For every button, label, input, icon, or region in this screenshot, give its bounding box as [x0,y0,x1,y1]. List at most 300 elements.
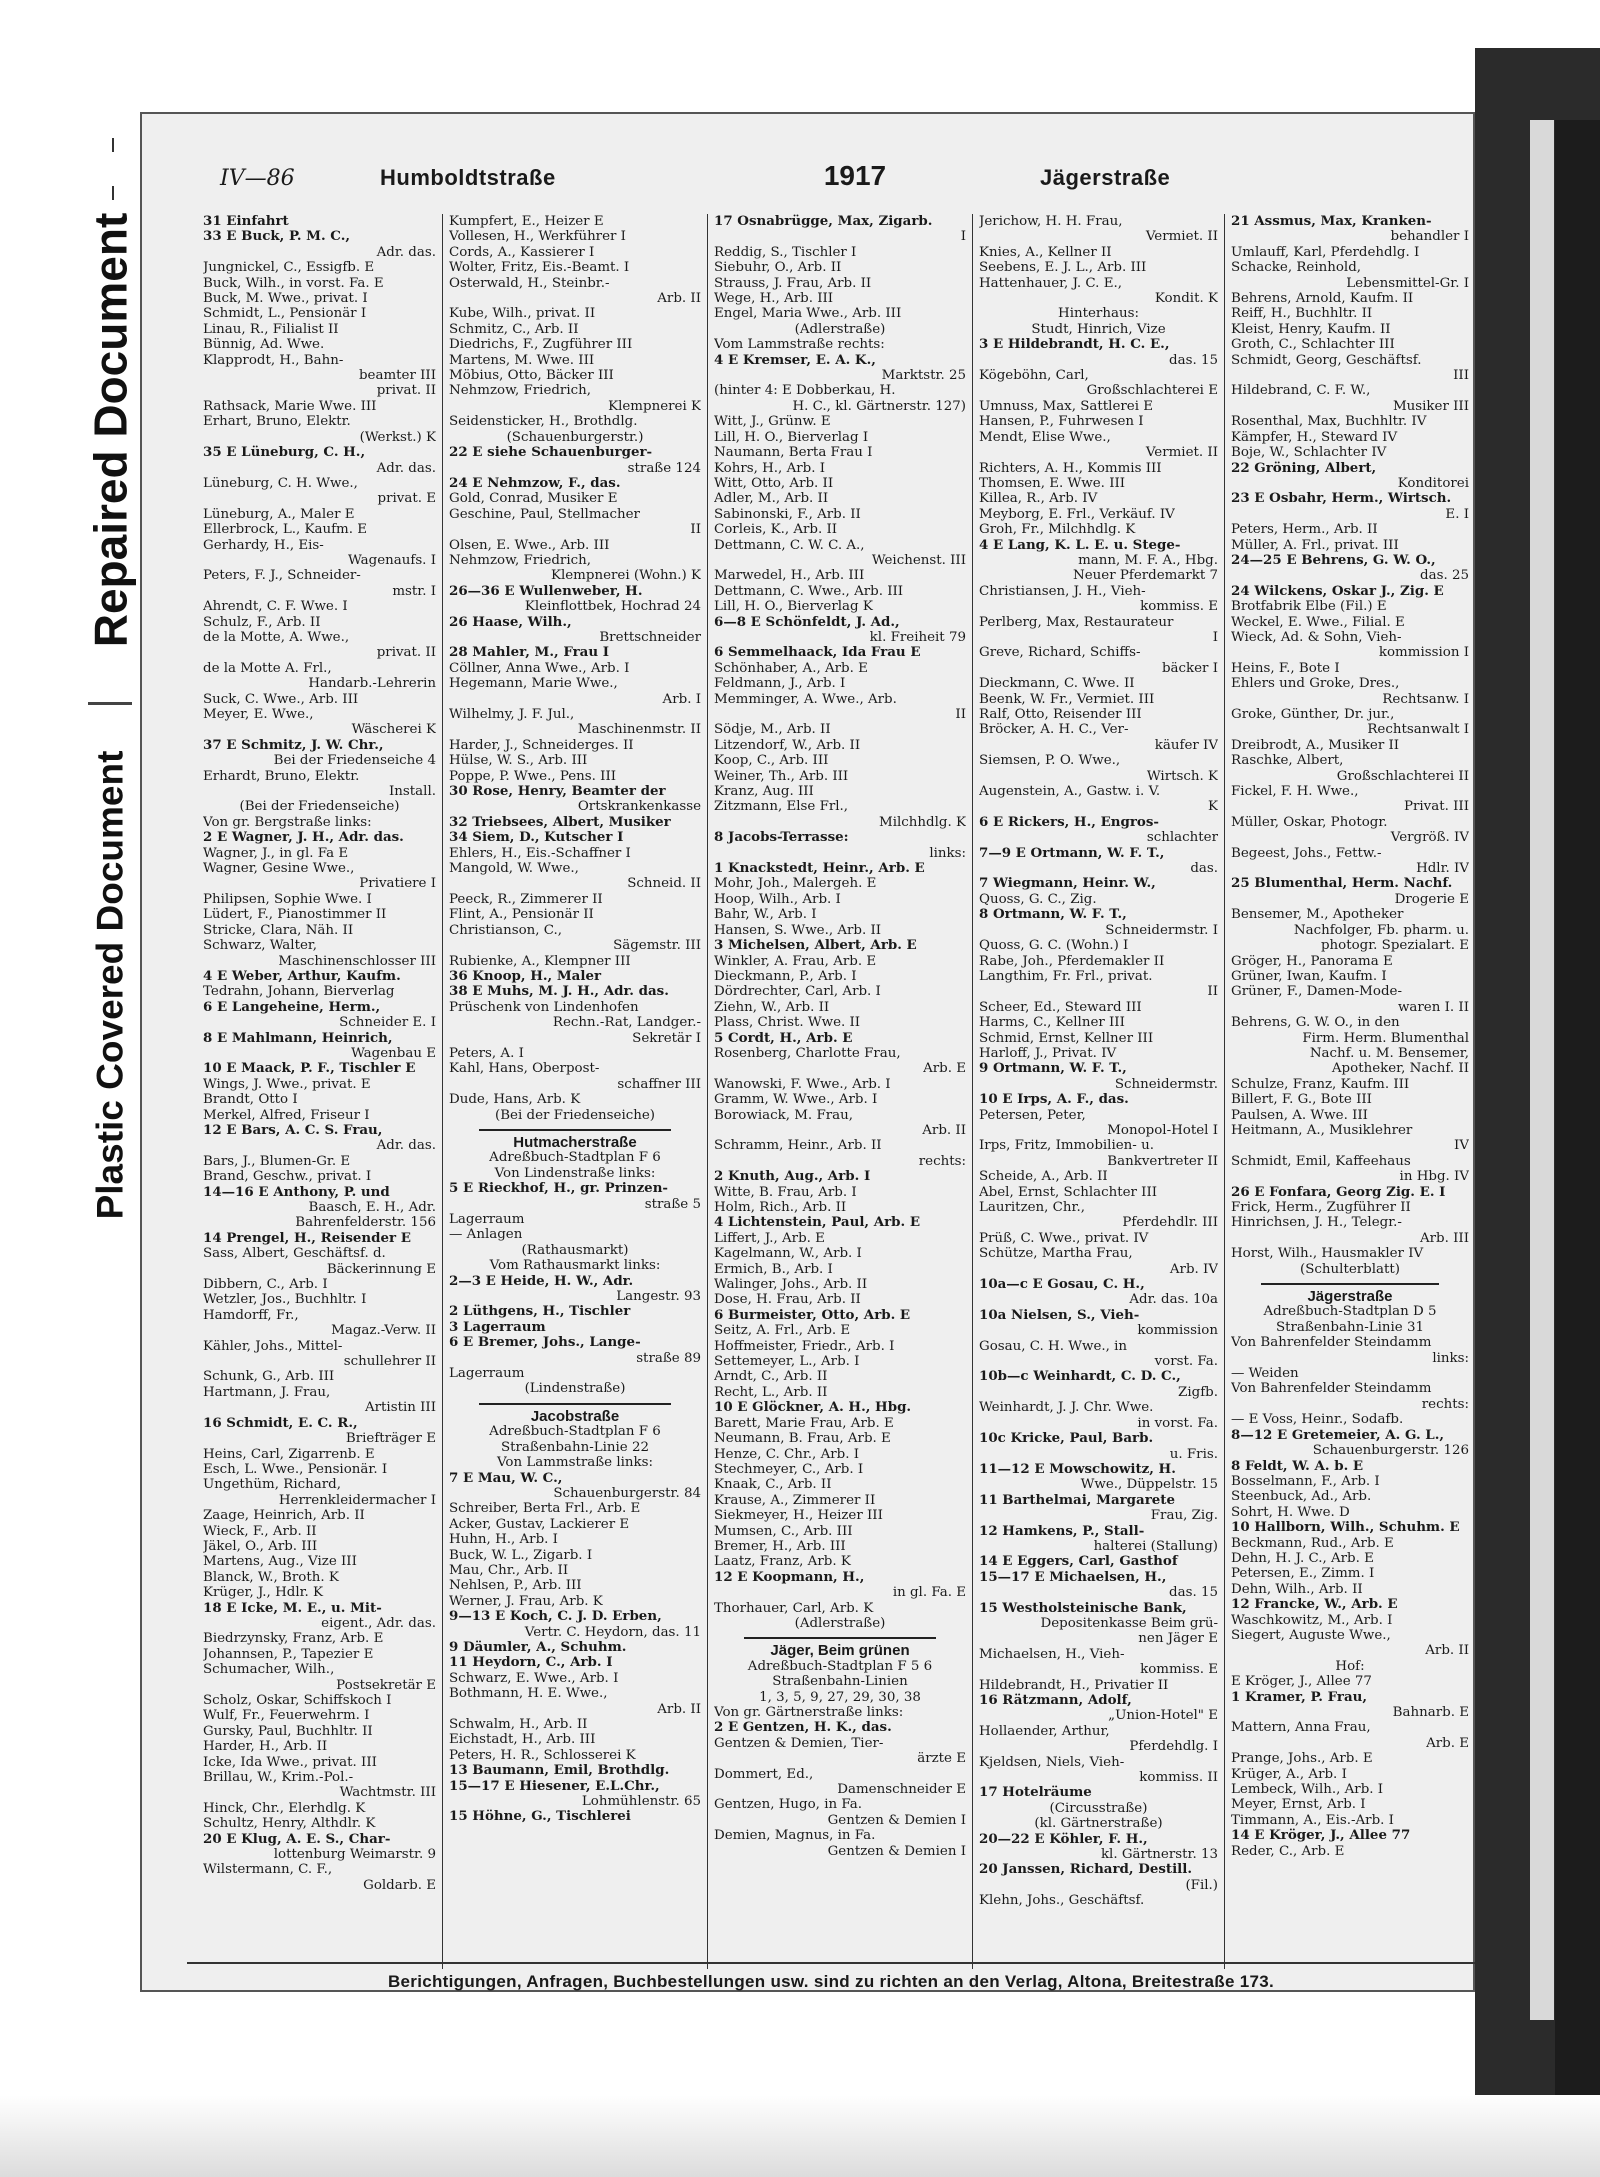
directory-continuation: kommiss. E [1140,599,1218,615]
directory-entry: Prüschenk von Lindenhofen [449,999,639,1015]
directory-entry: 10b—c Weinhardt, C. D. C., [979,1369,1181,1385]
directory-entry: Hansen, P., Fuhrwesen I [979,414,1144,430]
directory-note: (Rathausmarkt) [521,1242,629,1258]
directory-note: 1, 3, 5, 9, 27, 29, 30, 38 [759,1689,921,1705]
directory-entry: Nehmzow, Friedrich, [449,383,591,399]
street-section-title: Hutmacherstraße [513,1133,637,1151]
directory-entry: Mangold, W. Wwe., [449,861,579,877]
directory-entry: Kögeböhn, Carl, [979,368,1089,384]
directory-entry: Diedrichs, F., Zugführer III [449,337,633,353]
directory-entry: Schmidt, Emil, Kaffeehaus [1231,1153,1411,1169]
directory-entry: Osterwald, H., Steinbr.- [449,275,610,291]
directory-entry: Hoop, Wilh., Arb. I [714,891,841,907]
directory-continuation: Vertr. C. Heydorn, das. 11 [524,1624,701,1640]
directory-entry: Krause, A., Zimmerer II [714,1492,876,1508]
directory-entry: Schulze, Franz, Kaufm. III [1231,1076,1410,1092]
directory-entry: Peters, Herm., Arb. II [1231,522,1378,538]
directory-note: Von Lammstraße links: [496,1455,654,1471]
directory-entry: Ehlers, H., Eis.-Schaffner I [449,845,631,861]
directory-entry: Heins, F., Bote I [1231,660,1340,676]
directory-entry: Gentzen & Demien, Tier- [714,1735,884,1751]
directory-entry: Gentzen, Hugo, in Fa. [714,1797,862,1813]
directory-entry: 24 E Nehmzow, F., das. [449,475,621,491]
directory-entry: 8 Jacobs-Terrasse: [714,830,849,846]
directory-continuation: Klempnerei K [608,398,701,414]
directory-entry: Dude, Hans, Arb. K [449,1092,581,1108]
directory-entry: 14 Prengel, H., Reisender E [203,1230,411,1246]
page-header [220,160,1370,194]
directory-columns [197,214,1475,1969]
directory-entry: Kohrs, H., Arb. I [714,460,826,476]
directory-entry: Bars, J., Blumen-Gr. E [203,1153,351,1169]
directory-entry: Von Bahrenfelder Steindamm [1231,1381,1432,1397]
directory-entry: Perlberg, Max, Restaurateur [979,614,1174,630]
directory-continuation: Wagenaufs. I [348,552,436,568]
directory-entry: 8 Ortmann, W. F. T., [979,907,1127,923]
directory-entry: Boje, W., Schlachter IV [1231,445,1387,461]
directory-entry: Bröcker, A. H. C., Ver- [979,722,1129,738]
directory-continuation: Maschinenmstr. II [577,722,701,738]
directory-entry: 9—13 E Koch, C. J. D. Erben, [449,1609,662,1625]
directory-continuation: kl. Gärtnerstr. 13 [1100,1847,1218,1863]
directory-note: (kl. Gärtnerstraße) [1034,1816,1163,1832]
directory-note: (Circusstraße) [1049,1800,1148,1816]
directory-entry: — Anlagen [449,1227,523,1243]
publisher-footer: Berichtigungen, Anfragen, Buchbestellungen usw. sind zu richten an den Verlag, Altona, Breitestraße 173. [387,1972,1275,1991]
directory-continuation: Privatiere I [359,876,436,892]
directory-entry: Wolter, Fritz, Eis.-Beamt. I [449,260,630,276]
directory-entry: Jerichow, H. H. Frau, [979,214,1123,229]
directory-continuation: Arb. II [657,291,701,307]
directory-continuation: Privat. III [1403,799,1469,815]
directory-entry: Buck, W. L., Zigarb. I [449,1547,593,1563]
directory-entry: 22 E siehe Schauenburger- [449,445,653,461]
directory-entry: 14—16 E Anthony, P. und [203,1184,390,1200]
directory-entry: Vom Lammstraße rechts: [714,337,885,353]
directory-entry: Hülse, W. S., Arb. III [449,753,588,769]
directory-entry: 5 E Rieckhof, H., gr. Prinzen- [449,1181,668,1197]
directory-entry: Meyborg, E. Frl., Verkäuf. IV [979,506,1175,522]
directory-entry: 18 E Icke, M. E., u. Mit- [203,1600,382,1616]
directory-note: Adreßbuch-Stadtplan F 6 [489,1424,661,1440]
directory-entry: 4 E Lang, K. L. E. u. Stege- [979,537,1181,553]
directory-entry: Gröger, H., Panorama E [1231,953,1393,969]
directory-entry: Mattern, Anna Frau, [1231,1720,1371,1736]
directory-entry: Sabinonski, F., Arb. II [714,506,861,522]
scan-shadow-far-right [1555,120,1600,2177]
directory-entry: Icke, Ida Wwe., privat. III [203,1754,377,1770]
directory-entry: Petersen, Peter, [979,1107,1086,1123]
directory-note: Von Lindenstraße links: [494,1165,656,1181]
directory-entry: Esch, L. Wwe., Pensionär. I [203,1461,388,1477]
directory-entry: Hamdorff, Fr., [203,1307,299,1323]
directory-entry: Barett, Marie Frau, Arb. E [714,1415,894,1431]
directory-entry: Nehmzow, Friedrich, [449,552,591,568]
directory-continuation: u. Fris. [1169,1446,1218,1462]
directory-continuation: Bäckerinnung E [326,1261,436,1277]
margin-tick [112,138,114,152]
directory-continuation: in vorst. Fa. [1137,1415,1218,1431]
directory-continuation: Pferdehdlg. I [1129,1739,1218,1755]
directory-entry: Heins, Carl, Zigarrenb. E [203,1446,375,1462]
directory-entry: 10a Nielsen, S., Vieh- [979,1307,1140,1323]
directory-entry: 5 Cordt, H., Arb. E [714,1030,853,1046]
directory-entry: 24 Wilckens, Oskar J., Zig. E [1231,583,1444,599]
directory-entry: Borowiack, M. Frau, [714,1107,853,1123]
directory-entry: — Weiden [1231,1366,1299,1382]
directory-continuation: Wirtsch. K [1146,768,1218,784]
directory-entry: Von gr. Bergstraße links: [203,814,372,830]
directory-continuation: Zigfb. [1178,1384,1218,1400]
directory-entry: Peters, A. I [449,1045,524,1061]
directory-entry: Bünnig, Ad. Wwe. [203,337,325,353]
directory-entry: 15—17 E Hiesener, E.L.Chr., [449,1778,660,1794]
directory-continuation: Hdlr. IV [1416,861,1469,877]
directory-entry: Quoss, G. C. (Wohn.) I [979,938,1129,954]
directory-continuation: Monopol-Hotel I [1107,1122,1218,1138]
directory-entry: 6—8 E Schönfeldt, J. Ad., [714,614,900,630]
directory-continuation: Maschinenschlosser III [278,953,436,969]
directory-entry: 8—12 E Gretemeier, A. G. L., [1231,1427,1445,1443]
directory-entry: Settemeyer, L., Arb. I [714,1354,860,1370]
directory-entry: 13 Baumann, Emil, Brothdlg. [449,1763,670,1779]
directory-continuation: kommiss. E [1140,1662,1218,1678]
directory-entry: Weiner, Th., Arb. III [714,768,849,784]
directory-entry: Brand, Geschw., privat. I [203,1169,372,1185]
directory-continuation: kommission [1137,1323,1218,1339]
directory-entry: Nehlsen, P., Arb. III [449,1578,582,1594]
directory-note: Hinterhaus: [1058,306,1139,322]
directory-entry: Raschke, Albert, [1231,753,1344,769]
directory-entry: Schacke, Reinhold, [1231,260,1362,276]
directory-entry: Reddig, S., Tischler I [714,244,857,260]
directory-continuation: Nachf. u. M. Bensemer, [1309,1045,1469,1061]
directory-entry: Eichstadt, H., Arb. III [449,1732,596,1748]
directory-continuation: das. 15 [1169,1585,1218,1601]
directory-entry: 12 E Koopmann, H., [714,1569,865,1585]
directory-entry: Tedrahn, Johann, Bierverlag [203,984,395,1000]
directory-entry: Rubienke, A., Klempner III [449,953,631,969]
directory-entry: 9 Däumler, A., Schuhm. [449,1639,627,1655]
directory-continuation: Ortskrankenkasse [577,799,701,815]
directory-entry: 4 E Kremser, E. A. K., [714,352,876,368]
directory-continuation: II [690,522,701,538]
directory-note: (Schauenburgerstr.) [506,429,644,445]
directory-continuation: käufer IV [1154,737,1218,753]
directory-entry: 16 Schmidt, E. C. R., [203,1415,358,1431]
directory-entry: Witt, J., Grünw. E [714,414,831,430]
directory-entry: Hoffmeister, Friedr., Arb. I [714,1338,895,1354]
directory-entry: Siemsen, P. O. Wwe., [979,753,1121,769]
directory-continuation: schaffner III [617,1076,701,1092]
directory-entry: Schönhaber, A., Arb. E [714,660,868,676]
directory-entry: Begeest, Johs., Fettw.- [1231,845,1382,861]
directory-continuation: Goldarb. E [363,1877,436,1893]
header-right-street: Jägerstraße [1040,165,1171,190]
directory-continuation: Vergröß. IV [1390,830,1469,846]
directory-entry: 8 Feldt, W. A. b. E [1231,1458,1364,1474]
directory-entry: Hegemann, Marie Wwe., [449,676,618,692]
directory-continuation: Rechtsanwalt I [1367,722,1469,738]
directory-entry: Wagner, Gesine Wwe., [203,861,355,877]
directory-entry: Meyer, E. Wwe., [203,707,314,722]
directory-entry: Lauritzen, Chr., [979,1200,1085,1215]
directory-entry: 26 E Fonfara, Georg Zig. E. I [1231,1184,1446,1200]
directory-continuation: Handarb.-Lehrerin [308,676,436,692]
directory-entry: Dördrechter, Carl, Arb. I [714,984,881,1000]
directory-entry: Schultz, Henry, Althdlr. K [203,1816,376,1832]
directory-entry: Scheide, A., Arb. II [979,1169,1108,1185]
directory-entry: Weinhardt, J. J. Chr. Wwe. [979,1400,1154,1416]
directory-entry: Lüdert, F., Pianostimmer II [203,907,387,923]
directory-entry: Müller, Oskar, Photogr. [1231,814,1388,830]
directory-entry: Wulf, Fr., Feuerwehrm. I [203,1708,370,1724]
directory-entry: Bothmann, H. E. Wwe., [449,1686,608,1702]
directory-entry: Wilstermann, C. F., [203,1862,333,1878]
directory-continuation: Bahnarb. E [1392,1705,1469,1720]
directory-continuation: Damenschneider E [837,1782,966,1798]
header-left-street: Humboldtstraße [380,165,556,190]
directory-entry: Billert, F. G., Bote III [1231,1092,1372,1108]
directory-entry: Schwarz, E. Wwe., Arb. I [449,1670,619,1686]
directory-entry: 12 E Bars, A. C. S. Frau, [203,1122,383,1138]
directory-entry: Sohrt, H. Wwe. D [1231,1504,1350,1520]
directory-entry: Mendt, Elise Wwe., [979,429,1111,445]
directory-note: Adreßbuch-Stadtplan D 5 [1263,1304,1437,1320]
directory-continuation: III [1453,368,1469,384]
directory-continuation: privat. II [376,383,436,399]
directory-entry: Thorhauer, Carl, Arb. K [714,1600,874,1616]
directory-continuation: Arb. E [1426,1735,1469,1751]
directory-continuation: (Werkst.) K [359,429,436,445]
directory-continuation: I [960,229,966,245]
directory-entry: Ziehn, W., Arb. II [714,999,830,1015]
directory-continuation: bäcker I [1161,660,1218,676]
directory-column-4 [972,214,1224,1969]
directory-entry: Seebens, E. J. L., Arb. III [979,260,1147,276]
directory-continuation: Vermiet. II [1145,445,1218,461]
directory-continuation: Kondit. K [1154,291,1218,307]
directory-note: (Adlerstraße) [794,321,886,337]
directory-entry: Philipsen, Sophie Wwe. I [203,891,372,907]
directory-entry: Wilhelmy, J. F. Jul., [449,707,575,722]
directory-continuation: Wagenbau E [351,1045,436,1061]
directory-entry: Lüneburg, C. H. Wwe., [203,475,358,491]
directory-continuation: Drogerie E [1394,891,1469,907]
directory-note: Straßenbahn-Linie 22 [500,1439,650,1455]
directory-entry: — E Voss, Heinr., Sodafb. [1231,1412,1404,1428]
directory-entry: Weckel, E. Wwe., Filial. E [1231,614,1405,630]
directory-continuation: Rechn.-Rat, Landger.- [552,1015,701,1031]
directory-entry: Henze, C. Chr., Arb. I [714,1446,860,1462]
directory-entry: Litzendorf, W., Arb. II [714,737,861,753]
directory-continuation: Lohmühlenstr. 65 [581,1794,701,1810]
directory-entry: Holm, Rich., Arb. II [714,1200,847,1215]
directory-entry: Gramm, W. Wwe., Arb. I [714,1092,878,1108]
directory-entry: Ellerbrock, L., Kaufm. E [203,522,368,538]
directory-entry: Lembeck, Wilh., Arb. I [1231,1782,1384,1798]
directory-entry: 2 E Gentzen, H. K., das. [714,1720,892,1736]
directory-entry: Harder, H., Arb. II [203,1739,328,1755]
directory-entry: Dettmann, C. Wwe., Arb. III [714,583,904,599]
directory-column-3 [707,214,972,1969]
directory-entry: Peters, F. J., Schneider- [203,568,361,584]
directory-entry: 6 E Bremer, Johs., Lange- [449,1335,641,1351]
directory-entry: Zitzmann, Else Frl., [714,799,849,815]
directory-continuation: waren I. II [1397,999,1469,1015]
directory-entry: Lill, H. O., Bierverlag I [714,429,869,445]
directory-entry: Buck, Wilh., in vorst. Fa. E [203,275,384,291]
directory-entry: Langthim, Fr. Frl., privat. [979,968,1153,984]
repaired-document-text: Repaired Document [84,212,136,648]
directory-entry: Werner, J. Frau, Arb. K [449,1593,603,1609]
directory-entry: Flint, A., Pensionär II [449,907,594,923]
directory-entry: Dose, H. Frau, Arb. II [714,1292,861,1308]
directory-entry: 15 Höhne, G., Tischlerei [449,1809,631,1825]
directory-entry: Schulz, F., Arb. II [203,614,321,630]
directory-entry: Wanowski, F. Wwe., Arb. I [714,1076,891,1092]
directory-entry: Petersen, E., Zimm. I [1231,1566,1375,1582]
directory-continuation: in Hbg. IV [1399,1169,1469,1185]
directory-continuation: links: [1432,1350,1469,1366]
directory-entry: Brotfabrik Elbe (Fil.) E [1231,599,1387,615]
directory-entry: Kagelmann, W., Arb. I [714,1246,862,1262]
directory-entry: Cords, A., Kassierer I [449,244,595,260]
directory-entry: Hartmann, J. Frau, [203,1384,331,1400]
directory-continuation: (Fil.) [1185,1877,1218,1893]
directory-entry: Hildebrand, C. F. W., [1231,383,1371,399]
directory-continuation: schullehrer II [343,1354,436,1370]
directory-entry: Fickel, F. H. Wwe., [1231,784,1359,800]
directory-entry: Lagerraum [449,1366,525,1382]
directory-entry: Poppe, P. Wwe., Pens. III [449,768,617,784]
directory-entry: de la Motte, A. Wwe., [203,629,350,645]
directory-entry: Demien, Magnus, in Fa. [714,1828,876,1844]
directory-entry: Christiansen, J. H., Vieh- [979,583,1146,599]
directory-entry: Bosselmann, F., Arb. I [1231,1473,1380,1489]
directory-entry: Schütze, Martha Frau, [979,1246,1133,1262]
directory-entry: 10 E Maack, P. F., Tischler E [203,1061,416,1077]
directory-entry: 15 Westholsteinische Bank, [979,1600,1187,1616]
directory-continuation: kl. Freiheit 79 [869,629,966,645]
directory-entry: Strauss, J. Frau, Arb. II [714,275,872,291]
directory-continuation: Adr. das. [376,244,436,260]
directory-continuation: Frau, Zig. [1150,1508,1218,1524]
directory-entry: Brillau, W., Krim.-Pol.- [203,1770,354,1786]
directory-entry: Schunk, G., Arb. III [203,1369,335,1385]
directory-entry: Lagerraum [449,1212,525,1227]
directory-entry: 32 Triebsees, Albert, Musiker [449,814,671,830]
directory-entry: Bahr, W., Arb. I [714,907,817,923]
directory-continuation: das. 25 [1420,568,1469,584]
directory-entry: 1 Kramer, P. Frau, [1231,1689,1368,1705]
directory-entry: Behrens, G. W. O., in den [1231,1015,1400,1031]
directory-entry: Olsen, E. Wwe., Arb. III [449,537,610,553]
directory-continuation: Sägemstr. III [613,938,701,954]
directory-continuation: beamter III [358,368,436,384]
directory-entry: Peters, H. R., Schlosserei K [449,1747,636,1763]
directory-entry: Wieck, Ad. & Sohn, Vieh- [1231,629,1402,645]
directory-entry: Arndt, C., Arb. II [714,1369,828,1385]
directory-continuation: Arb. II [657,1701,701,1717]
directory-continuation: IV [1454,1138,1469,1154]
directory-entry: 33 E Buck, P. M. C., [203,229,351,245]
directory-entry: E Kröger, J., Allee 77 [1231,1674,1372,1690]
directory-entry: Dreibrodt, A., Musiker II [1231,737,1400,753]
directory-entry: 11 Barthelmai, Margarete [979,1492,1176,1508]
directory-entry: Scheer, Ed., Steward III [979,999,1142,1015]
directory-entry: Rosenberg, Charlotte Frau, [714,1045,901,1061]
directory-entry: Witt, Otto, Arb. II [714,475,834,491]
directory-entry: 26 Haase, Wilh., [449,614,572,630]
directory-entry: 2—3 E Heide, H. W., Adr. [449,1273,634,1289]
directory-entry: 6 E Rickers, H., Engros- [979,814,1159,830]
directory-continuation: privat. E [377,491,436,507]
directory-entry: Gursky, Paul, Buchhltr. II [203,1723,373,1739]
directory-entry: Seidensticker, H., Brothdlg. [449,414,638,430]
directory-entry: Killea, R., Arb. IV [979,491,1098,507]
directory-entry: Abel, Ernst, Schlachter III [979,1184,1158,1200]
directory-entry: 7 Wiegmann, Heinr. W., [979,876,1156,892]
directory-entry: 7—9 E Ortmann, W. F. T., [979,845,1165,861]
plastic-covered-label [70,705,150,1265]
directory-entry: Lill, H. O., Bierverlag K [714,599,873,615]
directory-continuation: privat. II [376,645,436,661]
directory-continuation: links: [929,845,966,861]
directory-continuation: „Union-Hotel" E [1108,1708,1218,1724]
directory-entry: 6 Semmelhaack, Ida Frau E [714,645,921,661]
directory-entry: 38 E Muhs, M. J. H., Adr. das. [449,984,669,1000]
directory-entry: Buck, M. Wwe., privat. I [203,291,368,307]
directory-continuation: H. C., kl. Gärtnerstr. 127) [792,398,966,414]
directory-continuation: kommission I [1378,645,1469,661]
directory-entry: Geschine, Paul, Stellmacher [449,506,640,522]
directory-entry: Koop, C., Arb. III [714,753,829,769]
directory-entry: Dehn, H. J. C., Arb. E [1231,1550,1374,1566]
directory-continuation: Adr. das. [376,460,436,476]
directory-entry: Ungethüm, Richard, [203,1477,341,1493]
directory-entry: Dibbern, C., Arb. I [203,1277,328,1293]
directory-entry: Rosenthal, Max, Buchhltr. IV [1231,414,1427,430]
directory-continuation: vorst. Fa. [1154,1354,1218,1370]
directory-continuation: Baasch, E. H., Adr. [308,1200,436,1215]
directory-entry: 8 E Mahlmann, Heinrich, [203,1030,393,1046]
directory-entry: Stechmeyer, C., Arb. I [714,1461,864,1477]
directory-entry: Ahrendt, C. F. Wwe. I [203,599,348,615]
directory-entry: Lüneburg, A., Maler E [203,506,355,522]
directory-continuation: in gl. Fa. E [892,1585,966,1601]
directory-entry: 11 Heydorn, C., Arb. I [449,1655,613,1671]
directory-entry: 11—12 E Mowschowitz, H. [979,1461,1176,1477]
directory-entry: 6 Burmeister, Otto, Arb. E [714,1307,911,1323]
directory-continuation: Briefträger E [345,1431,436,1447]
directory-entry: Johannsen, P., Tapezier E [203,1646,374,1662]
directory-entry: Grüner, F., Damen-Mode- [1231,984,1402,1000]
directory-continuation: Schneider E. I [339,1015,436,1031]
directory-entry: Schmitz, C., Arb. II [449,321,579,337]
directory-entry: Schmidt, L., Pensionär I [203,306,367,322]
directory-note: Straßenbahn-Linie 31 [1275,1319,1425,1335]
directory-entry: 17 Osnabrügge, Max, Zigarb. [714,214,933,229]
directory-continuation: Arb. II [922,1122,966,1138]
directory-continuation: straße 124 [627,460,701,476]
directory-entry: Schwalm, H., Arb. II [449,1717,588,1732]
directory-entry: Gosau, C. H. Wwe., in [979,1338,1128,1354]
directory-entry: Martens, M. Wwe. III [449,352,595,368]
directory-continuation: Bahrenfelderstr. 156 [295,1215,436,1231]
directory-entry: 10 E Irps, A. F., das. [979,1092,1129,1108]
directory-entry: Knies, A., Kellner II [979,244,1112,260]
